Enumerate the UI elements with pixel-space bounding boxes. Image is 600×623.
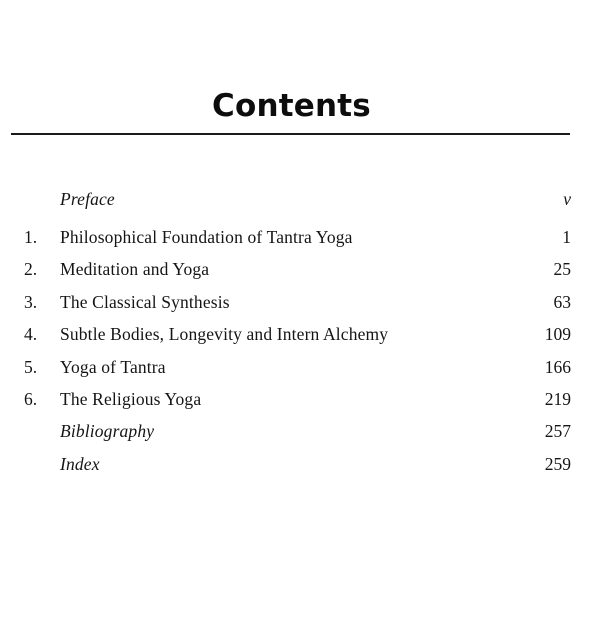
toc-entry-chapter-3[interactable] [0,286,600,318]
title-divider [11,133,570,135]
toc-entry-number: 2. [24,259,38,280]
toc-entry-title: Philosophical Foundation of Tantra Yoga [60,227,353,247]
toc-entry-bibliography[interactable] [0,415,600,447]
toc-entry-number: 3. [24,291,38,312]
page-title: Contents [212,88,371,124]
toc-entry-title: The Religious Yoga [60,388,202,409]
toc-entry-title: Yoga of Tantra [60,356,166,377]
toc-entry-title: Bibliography [60,421,155,442]
toc-entry-number: 1. [24,227,38,247]
toc-entry-title: Subtle Bodies, Longevity and Intern Alchemy [60,324,389,345]
toc-entry-page: 25 [553,259,571,280]
toc-entry-page: 259 [544,453,571,474]
toc-entry-page: 109 [544,324,571,345]
toc-entry-number: 6. [24,388,38,409]
toc-entry-preface[interactable] [0,183,600,221]
toc-entry-chapter-2[interactable] [0,253,600,285]
toc-entry-title: The Classical Synthesis [60,291,230,312]
toc-entry-page: 219 [544,388,571,409]
toc-entry-number: 5. [24,356,38,377]
toc-entry-chapter-6[interactable] [0,383,600,415]
toc-entry-page: 257 [544,421,571,442]
toc-entry-index[interactable] [0,448,600,480]
toc-entry-page: 63 [553,291,571,312]
toc-entry-title: Meditation and Yoga [60,259,210,280]
toc-entry-chapter-5[interactable] [0,351,600,383]
toc-entry-title: Preface [60,189,115,209]
toc-entry-chapter-4[interactable] [0,318,600,350]
toc-entry-title: Index [60,453,100,474]
toc-entry-number: 4. [24,324,38,345]
table-of-contents [0,183,600,480]
toc-entry-page: 166 [544,356,571,377]
toc-entry-page: v [563,189,571,209]
toc-entry-page: 1 [562,227,571,247]
toc-entry-chapter-1[interactable] [0,221,600,253]
